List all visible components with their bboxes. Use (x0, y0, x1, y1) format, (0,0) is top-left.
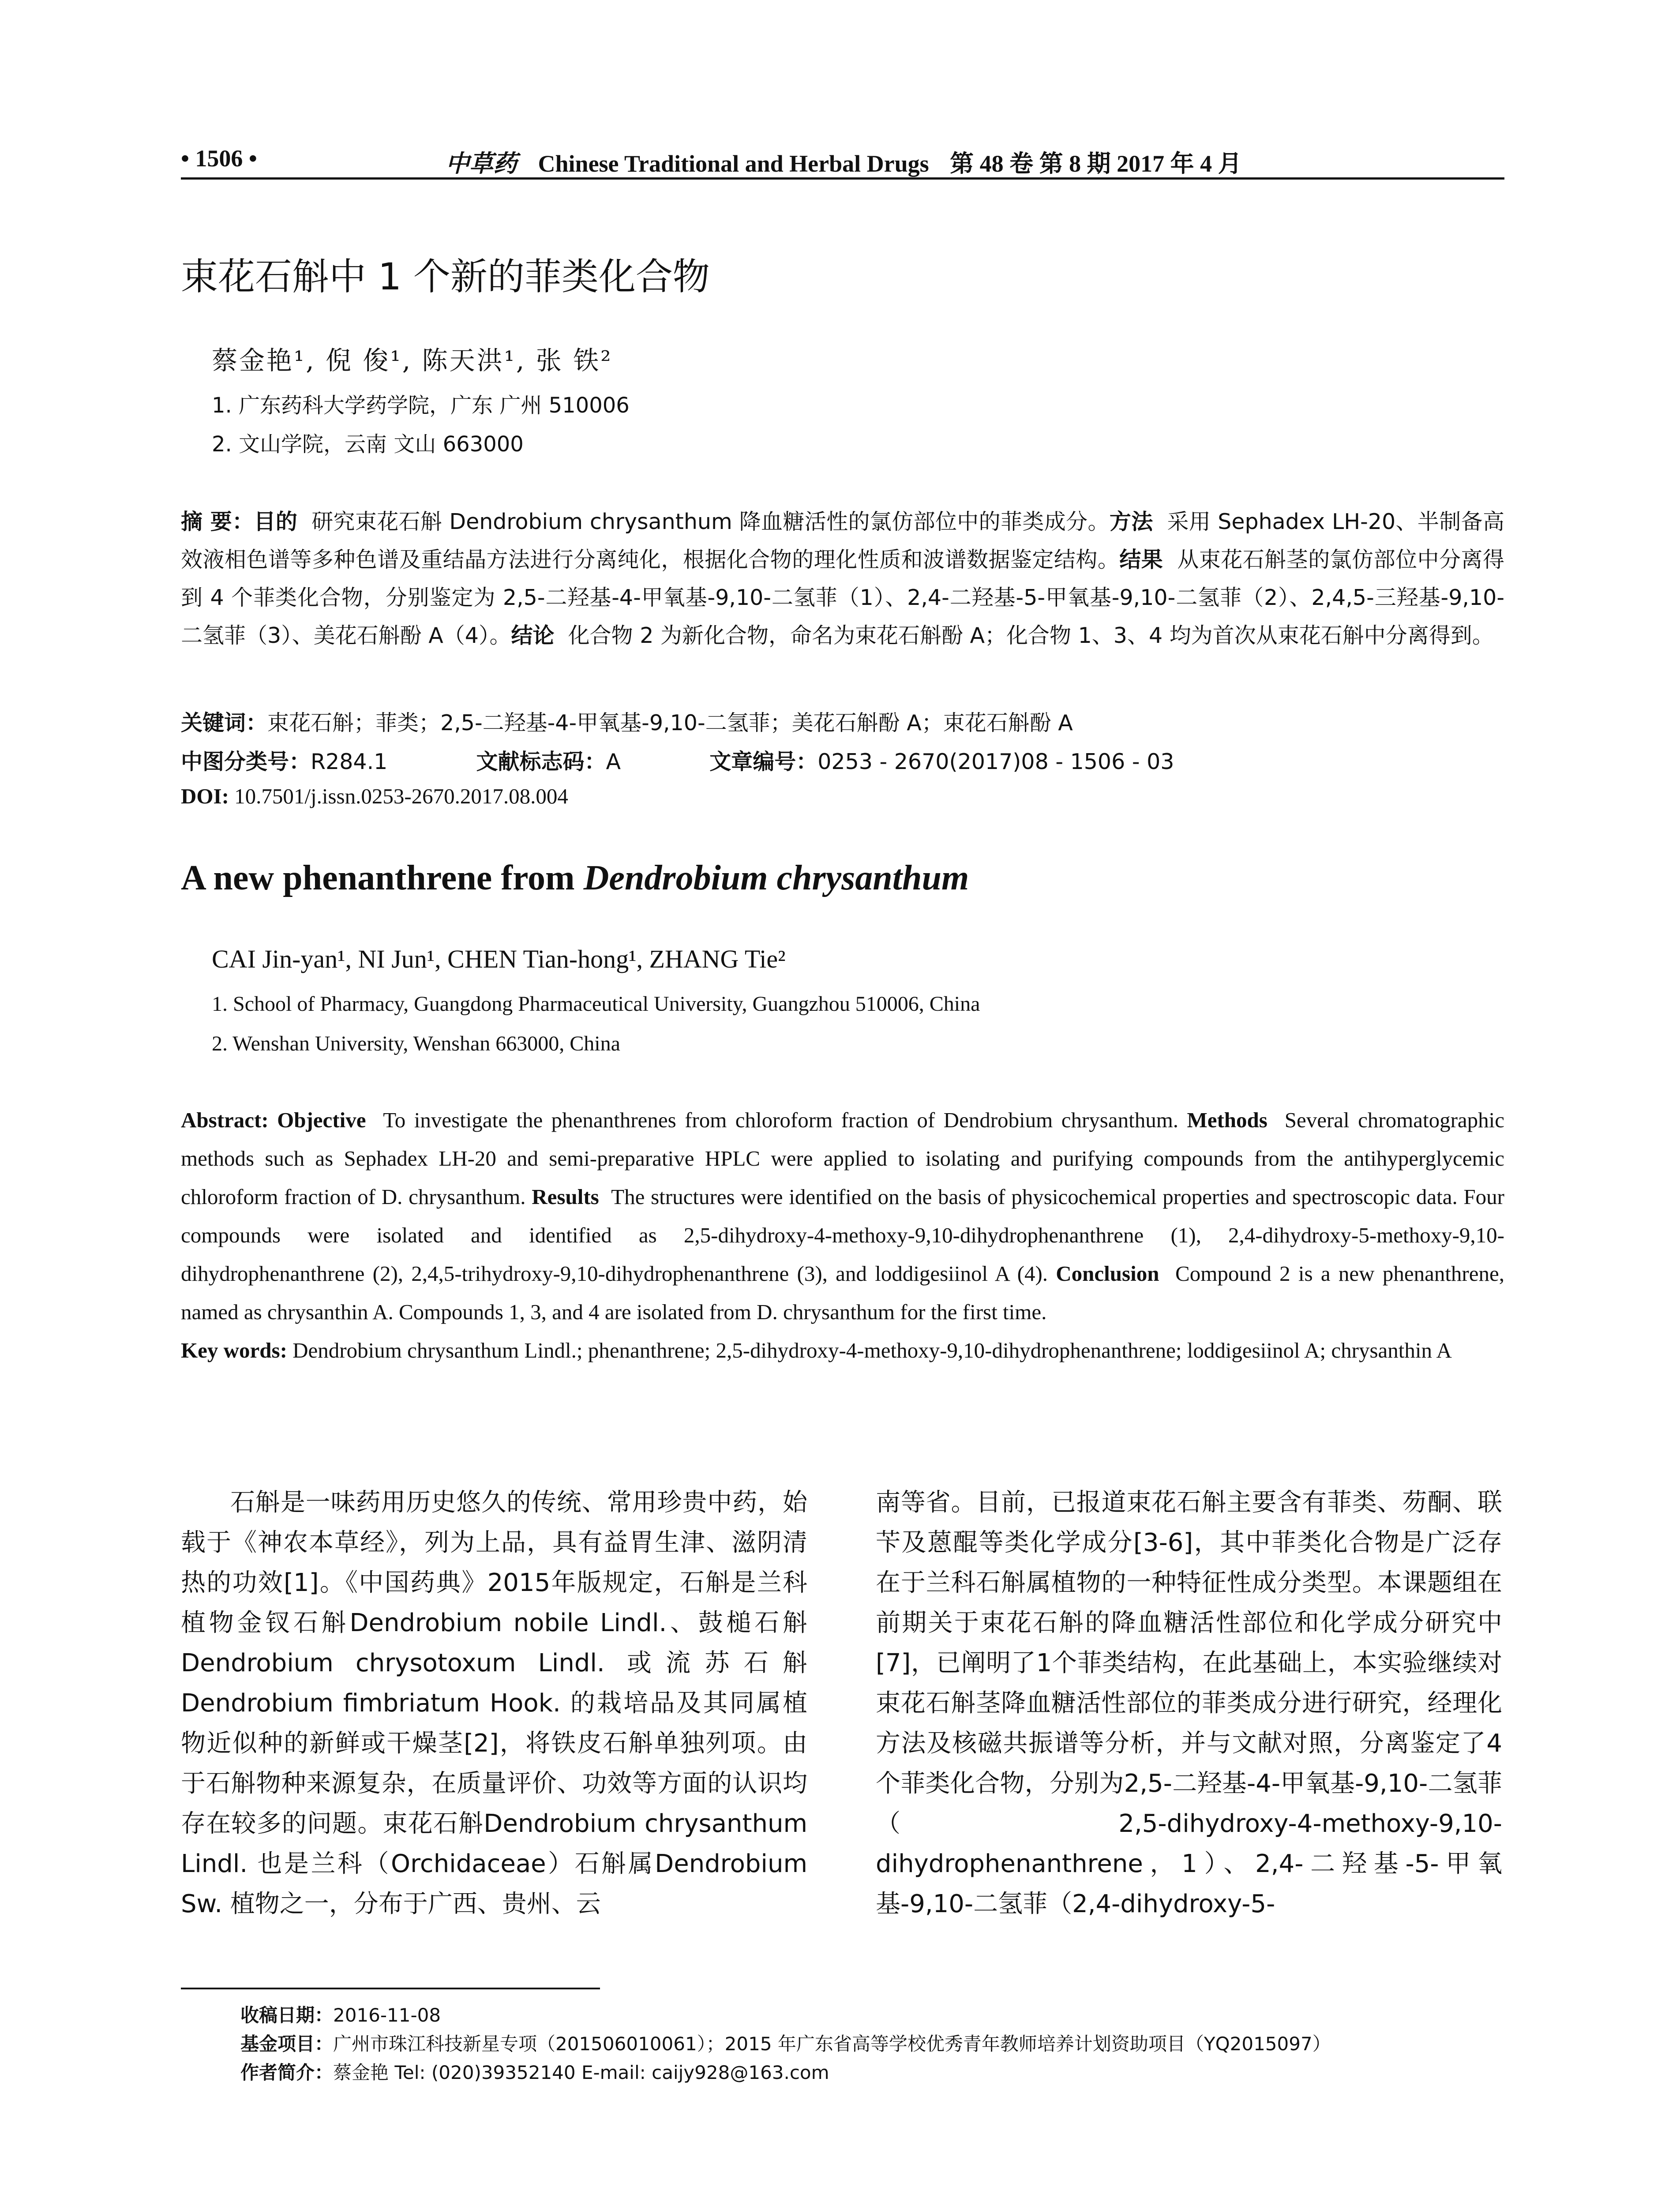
objective-text-en: To investigate the phenanthrenes from chloroform fraction of Dendrobium chrysanthum. (383, 1108, 1179, 1132)
article-no-label: 文章编号： (709, 749, 818, 774)
objective-label-cn: 目的 (254, 509, 298, 534)
journal-name-en: Chinese Traditional and Herbal Drugs (538, 150, 929, 177)
doc-code-label: 文献标志码： (476, 749, 606, 774)
conclusion-label-en: Conclusion (1056, 1261, 1159, 1286)
abstract-cn (181, 503, 1504, 655)
received-date: 2016-11-08 (333, 2004, 441, 2026)
abstract-label-en: Abstract: (181, 1108, 269, 1132)
page-number: • 1506 • (181, 145, 257, 172)
keywords-text-en: Dendrobium chrysanthum Lindl.; phenanthrene; 2,5-dihydroxy-4-methoxy-9,10-dihydrophenanthrene; loddigesiinol A; chrysanthin A (292, 1338, 1452, 1362)
methods-text-cn: 采用 Sephadex LH-20、半制备高效液相色谱等多种色谱及重结晶方法进行分离纯化，根据化合物的理化性质和波谱数据鉴定结构。 (181, 509, 1504, 572)
conclusion-text-cn: 化合物 2 为新化合物，命名为束花石斛酚 A；化合物 1、3、4 均为首次从束花石斛中分离得到。 (568, 623, 1494, 648)
article-title-en (181, 858, 969, 898)
body-column-left: 石斛是一味药用历史悠久的传统、常用珍贵中药，始载于《神农本草经》，列为上品，具有益胃生津、滋阴清热的功效[1]。《中国药典》2015年版规定，石斛是兰科植物金钗石斛Dendrobium nobile Lindl.、鼓槌石斛Dendrobium chrysotoxum Lindl. 或流苏石斛Dendrobium fimbriatum Hook. 的栽培品及其同属植物近似种的新鲜或干燥茎[2]，将铁皮石斛单独列项。由于石斛物种来源复杂，在质量评价、功效等方面的认识均存在较多的问题。束花石斛Dendrobium chrysanthum Lindl. 也是兰科（Orchidaceae）石斛属Dendrobium Sw. 植物之一，分布于广西、贵州、云 (181, 1488, 807, 1918)
conclusion-text-en: Compound 2 is a new phenanthrene, named as chrysanthin A. Compounds 1, 3, and 4 are isolated from D. chrysanthum for the first time. (181, 1261, 1504, 1324)
author-bio-label: 作者简介： (240, 2062, 334, 2083)
article-no-value: 0253 - 2670(2017)08 - 1506 - 03 (818, 749, 1174, 774)
clc-label: 中图分类号： (181, 749, 311, 774)
title-en-plain: A new phenanthrene from (181, 859, 584, 897)
methods-text-en: Several chromatographic methods such as Sephadex LH-20 and semi-preparative HPLC were applied to isolating and purifying compounds from the antihyperglycemic chloroform fraction of D. chrysanthum. (181, 1108, 1505, 1209)
doi-label: DOI: (181, 784, 229, 808)
methods-label-en: Methods (1187, 1108, 1268, 1132)
footnote-author (240, 2058, 829, 2085)
affiliation-cn-1: 1. 广东药科大学药学院，广东 广州 510006 (212, 393, 630, 418)
keywords-label-en: Key words: (181, 1338, 287, 1362)
doi-line (181, 784, 568, 809)
keywords-text-cn: 束花石斛；菲类；2,5-二羟基-4-甲氧基-9,10-二氢菲；美花石斛酚 A；束花石斛酚 A (267, 710, 1073, 735)
footnote-rule (181, 1988, 600, 1989)
footnote-received (240, 2001, 441, 2027)
affiliation-en-1: 1. School of Pharmacy, Guangdong Pharmaceutical University, Guangzhou 510006, China (212, 992, 980, 1016)
methods-label-cn: 方法 (1109, 509, 1153, 534)
doi-value: 10.7501/j.issn.0253-2670.2017.08.004 (234, 784, 568, 808)
affiliation-cn-2: 2. 文山学院，云南 文山 663000 (212, 432, 524, 457)
results-label-en: Results (532, 1185, 599, 1209)
objective-text-cn: 研究束花石斛 Dendrobium chrysanthum 降血糖活性的氯仿部位中的菲类成分。 (311, 509, 1110, 534)
abstract-en (181, 1101, 1504, 1369)
article-title-cn: 束花石斛中 1 个新的菲类化合物 (181, 255, 710, 298)
keywords-label-cn: 关键词： (181, 710, 268, 735)
results-text-cn: 从束花石斛茎的氯仿部位中分离得到 4 个菲类化合物，分别鉴定为 2,5-二羟基-4-甲氧基-9,10-二氢菲（1）、2,4-二羟基-5-甲氧基-9,10-二氢菲（2）、2,4,5-三羟基-9,10-二氢菲（3）、美花石斛酚 A（4）。 (181, 547, 1504, 648)
title-en-species: Dendrobium chrysanthum (583, 859, 969, 897)
received-label: 收稿日期： (240, 2004, 334, 2026)
funding-text: 广州市珠江科技新星专项（201506010061）；2015 年广东省高等学校优秀青年教师培养计划资助项目（YQ2015097） (333, 2033, 1331, 2055)
classification-line (181, 745, 1174, 776)
running-header (181, 140, 1522, 180)
body-column-right: 南等省。目前，已报道束花石斛主要含有菲类、芴酮、联苄及蒽醌等类化学成分[3-6]，其中菲类化合物是广泛存在于兰科石斛属植物的一种特征性成分类型。本课题组在前期关于束花石斛的降血糖活性部位和化学成分研究中[7]，已阐明了1个菲类结构，在此基础上，本实验继续对束花石斛茎降血糖活性部位的菲类成分进行研究，经理化方法及核磁共振谱等分析，并与文献对照，分离鉴定了4个菲类化合物，分别为2,5-二羟基-4-甲氧基-9,10-二氢菲（2,5-dihydroxy-4-methoxy-9,10-dihydrophenanthrene，1）、2,4-二羟基-5-甲氧基-9,10-二氢菲（2,4-dihydroxy-5- (876, 1488, 1502, 1918)
keywords-cn (181, 706, 1073, 737)
clc-value: R284.1 (311, 749, 388, 774)
results-label-cn: 结果 (1119, 547, 1163, 572)
author-bio-text: 蔡金艳 Tel: (020)39352140 E-mail: caijy928@163.com (333, 2062, 829, 2083)
affiliation-en-2: 2. Wenshan University, Wenshan 663000, China (212, 1032, 620, 1055)
authors-cn: 蔡金艳¹, 倪 俊¹, 陈天洪¹, 张 铁² (212, 345, 613, 375)
journal-name-cn: 中草药 (446, 149, 517, 177)
conclusion-label-cn: 结论 (511, 623, 555, 648)
header-rule (181, 177, 1504, 180)
footnote-funding (240, 2030, 1331, 2056)
issue-info: 第 48 卷 第 8 期 2017 年 4 月 (950, 150, 1242, 177)
journal-line (446, 145, 1242, 179)
abstract-label-cn: 摘 要： (181, 509, 254, 534)
authors-en: CAI Jin-yan¹, NI Jun¹, CHEN Tian-hong¹, ZHANG Tie² (212, 945, 786, 973)
doc-code-value: A (606, 749, 621, 774)
funding-label: 基金项目： (240, 2033, 334, 2055)
results-text-en: The structures were identified on the basis of physicochemical properties and spectroscopic data. Four compounds were isolated and identified as 2,5-dihydroxy-4-methoxy-9,10-dihydrophenanthrene (1), 2,4-dihydroxy-5-methoxy-9,10-dihydrophenanthrene (2), 2,4,5-trihydroxy-9,10-dihydrophenanthrene (3), and loddigesiinol A (4). (181, 1185, 1504, 1286)
objective-label-en: Objective (277, 1108, 366, 1132)
